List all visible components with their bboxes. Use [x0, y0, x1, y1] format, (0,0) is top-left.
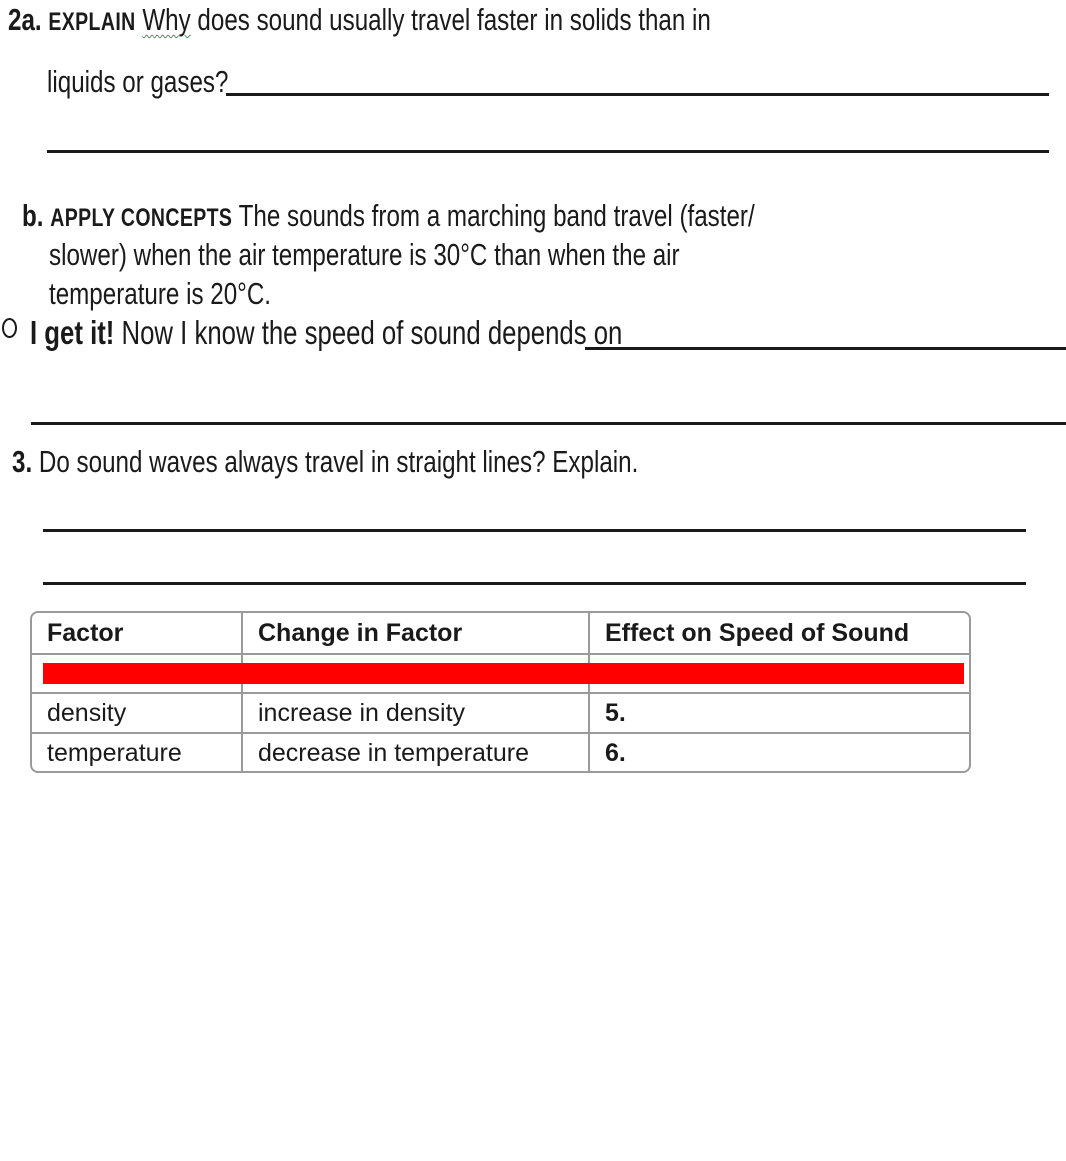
answer-line[interactable] — [43, 582, 1026, 585]
question-2a-line1 — [8, 2, 909, 40]
get-it-line — [30, 315, 789, 351]
question-text: slower) when the air temperature is 30°C than when the air — [49, 237, 680, 272]
spellcheck-word: Why — [142, 2, 191, 37]
table-cell: decrease in temperature — [242, 733, 589, 772]
table-cell: temperature — [32, 733, 242, 772]
question-number: 2a. — [8, 2, 42, 37]
table-row — [32, 693, 969, 733]
question-number: 3. — [12, 444, 33, 479]
question-3-line — [12, 444, 815, 480]
answer-line[interactable] — [43, 529, 1026, 532]
question-number: b. — [22, 198, 44, 233]
table-cell[interactable]: 6. — [589, 733, 969, 772]
redaction-bar — [43, 663, 964, 684]
question-text: does sound usually travel faster in solids than in — [197, 2, 711, 37]
answer-line[interactable] — [47, 150, 1049, 153]
checkbox-circle[interactable] — [2, 318, 17, 338]
question-2b-line2 — [49, 237, 857, 273]
get-it-label: I get it! — [30, 314, 115, 351]
question-text: The sounds from a marching band travel (faster/ — [238, 198, 755, 233]
answer-line[interactable] — [31, 422, 1066, 425]
column-header: Change in Factor — [242, 613, 589, 654]
question-keyword: EXPLAIN — [48, 8, 136, 36]
question-text: temperature is 20°C. — [49, 276, 272, 311]
table-header-row — [32, 613, 969, 654]
answer-line[interactable] — [585, 347, 1066, 350]
table-cell[interactable]: 5. — [589, 693, 969, 733]
table-cell: density — [32, 693, 242, 733]
question-2b-line3 — [49, 276, 334, 312]
question-text: Do sound waves always travel in straight lines? Explain. — [38, 444, 639, 479]
question-text: liquids or gases? — [47, 64, 229, 99]
question-2b-line1 — [22, 198, 961, 236]
table-row — [32, 733, 969, 772]
table-cell: increase in density — [242, 693, 589, 733]
get-it-text: Now I know the speed of sound depends on — [121, 314, 623, 351]
column-header: Effect on Speed of Sound — [589, 613, 969, 654]
answer-line[interactable] — [226, 93, 1049, 96]
question-keyword: APPLY CONCEPTS — [50, 204, 233, 232]
factors-table — [30, 611, 971, 773]
column-header: Factor — [32, 613, 242, 654]
